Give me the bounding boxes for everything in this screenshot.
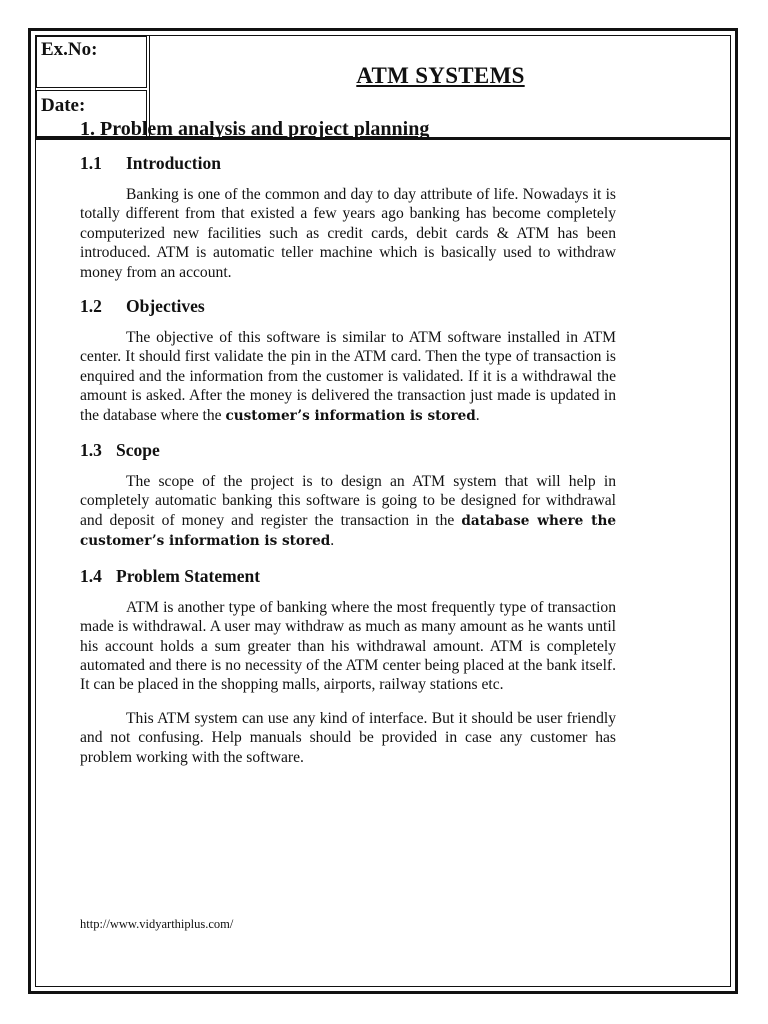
subsection-title: Objectives [126,296,205,317]
paragraph-emphasis: database where the customer’s information is stored [80,512,616,550]
problem-statement-paragraph-2: This ATM system can use any kind of interface. But it should be user friendly and not confusing. Help manuals should be provided in case any customer has problem working with the software. [80,709,616,766]
scope-paragraph [80,472,616,552]
paragraph-end: . [330,532,335,550]
section-heading [80,118,616,141]
ex-no-field [36,36,147,88]
paragraph-end: . [475,406,480,424]
subsection-number: 1.3 [80,440,102,461]
subsection-heading-problem-statement [80,566,616,587]
section-title: Problem analysis and project planning [100,118,430,140]
paragraph-text: The scope of the project is to design an ATM system that will help in completely automatic banking this software is going to be designed for withdrawal and deposit of money and register the transaction in the [80,473,616,529]
subsection-heading-objectives [80,296,616,317]
subsection-number: 1.4 [80,565,102,586]
footer-url: http://www.vidyarthiplus.com/ [80,917,234,931]
subsection-number: 1.1 [80,153,102,173]
document-title: ATM SYSTEMS [356,63,525,88]
ex-no-label: Ex.No: [41,39,98,60]
document-body [80,118,616,781]
objectives-paragraph [80,328,616,426]
date-label: Date: [41,95,86,116]
subsection-title: Problem Statement [116,565,261,586]
problem-statement-paragraph-1: ATM is another type of banking where the most frequently type of transaction made is withdrawal. A user may withdraw as much as many amount as he wants until his account holds a sum greater than his withdrawal amount. ATM is completely automated and there is no necessity of the ATM center being placed at the bank itself. It can be placed in the shopping malls, airports, railway stations etc. [80,598,616,694]
subsection-heading-introduction [80,153,616,174]
paragraph-text: The objective of this software is similar to ATM software installed in ATM center. It should first validate the pin in the ATM card. Then the type of transaction is enquired and the information from the customer is validated. If it is a withdrawal the amount is asked. After the money is delivered the transaction just made is updated in the database where the [80,329,616,424]
subsection-title: Scope [116,440,160,461]
introduction-paragraph: Banking is one of the common and day to day attribute of life. Nowadays it is totally different from that existed a few years ago banking has become completely computerized new facilities such as credit cards, debit cards & ATM has been introduced. ATM is automatic teller machine which is basically used to withdraw money from an account. [80,186,616,281]
paragraph-emphasis: customer’s information is stored [225,407,476,424]
subsection-number: 1.2 [80,296,102,317]
section-number: 1. [80,118,95,140]
subsection-title: Introduction [126,153,221,173]
subsection-heading-scope [80,440,616,461]
